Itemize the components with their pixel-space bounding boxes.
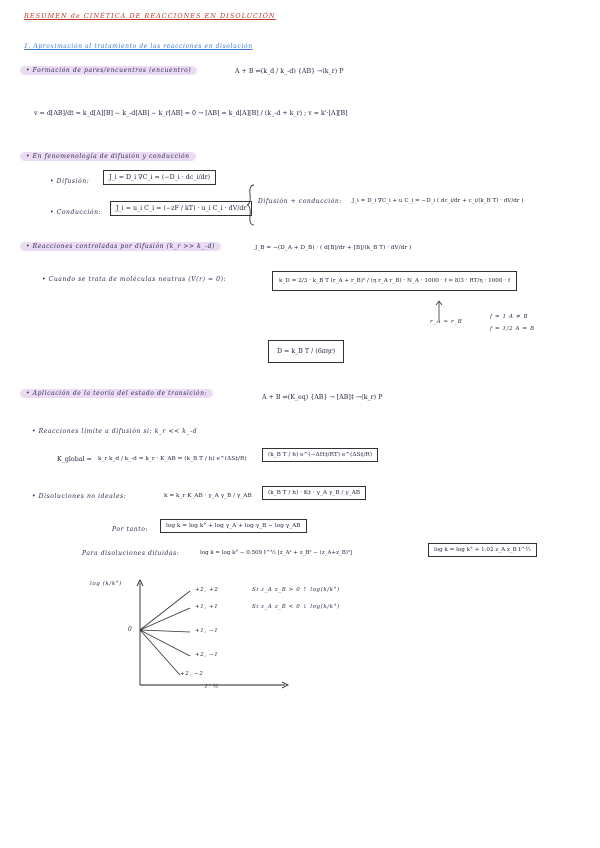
combined-equation: J_i = D_i ∇C_i + u C_i = −D_i ( dc_i/dr + c_i/(k_B T) · dV/dr )	[352, 198, 524, 204]
kglobal-label: K_global =	[57, 456, 92, 463]
line-plus2-minus1	[140, 630, 190, 656]
heading-pares: • Formación de pares/encuentros (encuentro)	[20, 66, 197, 75]
log-label: Por tanto:	[112, 526, 149, 533]
heading-fenomenologia-text: En fenomenología de difusión y conducción	[32, 153, 190, 160]
difusion-equation-box: J_i = D_i ∇C_i = (−D_i · dc_i/dr)	[103, 170, 216, 185]
dh-box: log k = log k° + 1.02 z_A z_B I^½	[428, 543, 537, 557]
graph-y-label: log (k/k°)	[90, 581, 122, 587]
conduccion-label-text: Conducción:	[56, 209, 102, 216]
line-plus2-plus2	[140, 591, 190, 630]
steady-state-equation: v = d[AB]/dt = k_d[A][B] − k_-d[AB] − k_r[AB] = 0 → [AB] = k_d[A][B] / (k_-d + k_r) ; v = k'·[A][B]	[34, 110, 348, 117]
section1-heading: 1. Aproximación al tratamiento de las reacciones en disolución	[24, 43, 253, 50]
heading-limite-text: Reacciones límite a difusión si: k_r << k_-d	[38, 428, 198, 435]
difusion-label: • Difusión:	[50, 178, 90, 185]
log-box: log k = log k° + log γ_A + log γ_B − log γ_AB	[160, 519, 307, 533]
nonideal-equation: k = k_r K_AB · γ_A γ_B / γ_AB	[164, 493, 252, 499]
kd-equation-box: k_D = 2/3 · k_B T (r_A + r_B)² / (η r_A r_B) · N_A · 1000 · f ≈ 8/3 · RT/η · 1000 · f	[272, 271, 517, 291]
curly-brace	[246, 184, 256, 226]
line-label-plus1-plus1: +1, +1	[195, 604, 219, 610]
heading-pares-text: Formación de pares/encuentros (encuentro)	[32, 67, 192, 74]
scheme-pares: A + B ⇌(k_d / k_-d) {AB} →(k_r) P	[235, 68, 344, 75]
graph-note-negative: Si z_A z_B < 0 ↓ log(k/k°)	[252, 604, 340, 610]
heading-disoluciones-text: Disoluciones no ideales:	[38, 493, 127, 500]
no-cargas-text: Cuando se trata de moléculas neutras (V(r) = 0):	[48, 276, 227, 283]
line-plus1-plus1	[140, 608, 190, 630]
line-plus1-minus1	[140, 630, 190, 632]
line-plus2-minus2	[140, 630, 180, 675]
flux-equation: J_B = −(D_A + D_B) · ( d[B]/dr + [B]/(k_B T) · dV/dr )	[255, 245, 412, 251]
no-cargas-note: • Cuando se trata de moléculas neutras (V(r) = 0):	[42, 276, 227, 283]
heading-limite: • Reacciones límite a difusión si: k_r << k_-d	[32, 428, 198, 435]
page-title: RESUMEN de CINÉTICA DE REACCIONES EN DISOLUCIÓN	[24, 12, 276, 20]
line-label-plus1-minus1: +1, −1	[195, 628, 219, 634]
line-label-plus2-plus2: +2, +2	[195, 587, 219, 593]
f-note-2: f = 1/2 A = B	[490, 326, 535, 332]
heading-estado-transicion: • Aplicación de la teoría del estado de transición:	[20, 389, 213, 398]
combined-label: Difusión + conducción:	[258, 198, 343, 205]
line-label-plus2-minus1: +2, −1	[195, 652, 219, 658]
graph-origin: 0	[128, 626, 133, 633]
kglobal-box: (k_B T / h) e^(−ΔH‡/RT) e^(ΔS‡/R)	[262, 448, 378, 462]
graph-note-positive: Si z_A z_B > 0 ↑ log(k/k°)	[252, 587, 340, 593]
f-note-1: f = 1 A ≠ B	[490, 314, 529, 320]
conduccion-label: • Conducción:	[50, 209, 102, 216]
line-label-plus2-minus2: +2, −2	[180, 671, 204, 677]
ionic-strength-graph	[80, 575, 310, 695]
dh-equation: log k = log k° − 0.509 I^½ [z_A² + z_B² − (z_A+z_B)²]	[200, 550, 353, 556]
kglobal-equation: k_r k_d / k_-d = k_r · K_AB = (k_B T / h) e^(ΔS‡/R)	[98, 456, 247, 462]
heading-disoluciones: • Disoluciones no ideales:	[32, 493, 127, 500]
difusion-label-text: Difusión:	[56, 178, 90, 185]
graph-x-label: I^½	[205, 684, 219, 690]
up-arrow	[434, 300, 444, 320]
nonideal-box: (k_B T / h) · K‡ · γ_A γ_B / γ_AB	[262, 486, 366, 500]
ra-rb-note: r_A ≈ r_B	[430, 319, 463, 325]
conduccion-equation-box: J_i = u_i C_i = (−zF / kT) · u_i C_i · dV/dr	[110, 201, 252, 216]
dh-label: Para disoluciones diluidas:	[82, 550, 180, 557]
scheme-transicion: A + B ⇌(K_eq) {AB} → [AB]‡ →(k_r) P	[262, 394, 383, 401]
heading-reacciones-text: Reacciones controladas por difusión (k_r >> k_-d)	[32, 243, 215, 250]
heading-reacciones: • Reacciones controladas por difusión (k_r >> k_-d)	[20, 242, 221, 251]
stokes-einstein-box: D = k_B T / (6πηr)	[268, 340, 344, 363]
heading-fenomenologia: • En fenomenología de difusión y conducción	[20, 152, 196, 161]
heading-estado-transicion-text: Aplicación de la teoría del estado de transición:	[32, 390, 208, 397]
